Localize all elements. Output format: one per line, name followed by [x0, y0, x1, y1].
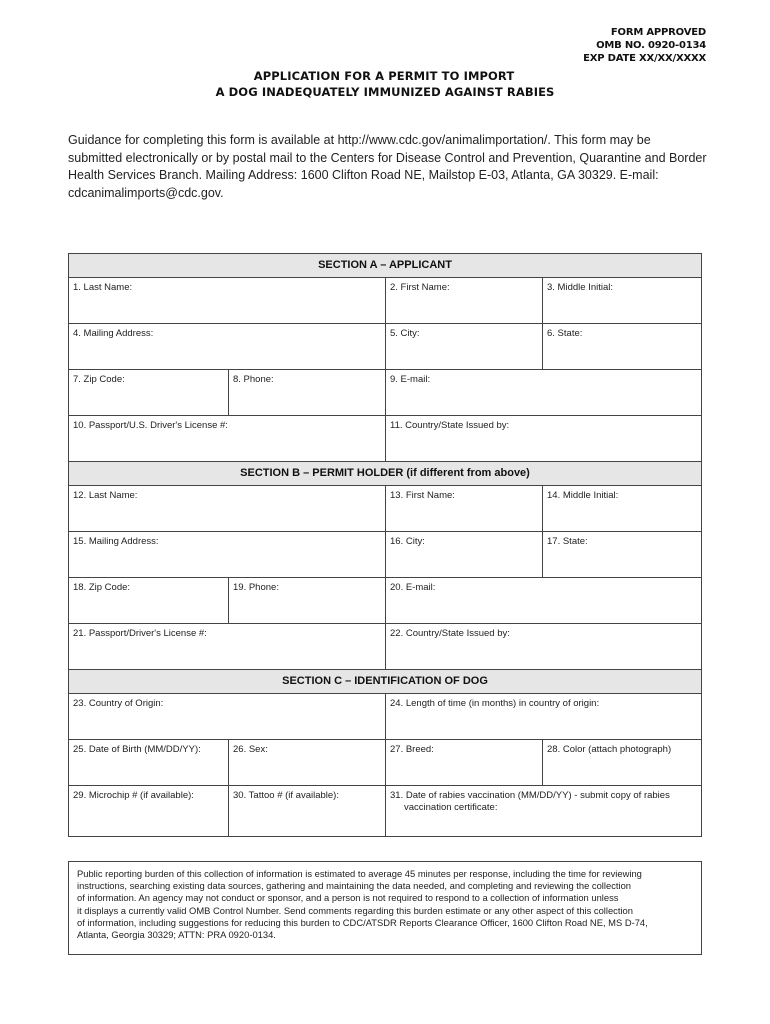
holder-license-field[interactable]: 21. Passport/Driver's License #: [69, 624, 386, 669]
holder-state-field[interactable]: 17. State: [547, 536, 588, 547]
form-row [69, 694, 701, 740]
applicant-first-name-field[interactable]: 2. First Name: [386, 278, 543, 323]
form-row [69, 324, 701, 370]
dog-microchip-field[interactable]: 29. Microchip # (if available): [69, 786, 229, 836]
applicant-last-name-field[interactable]: 1. Last Name: [69, 278, 386, 323]
guidance-paragraph: Guidance for completing this form is available at http://www.cdc.gov/animalimportation/. This form may be submitted electronically or by postal mail to the Centers for Disease Control and Prevention, Quarantine and Border Health Services Branch. Mailing Address: 1600 Clifton Road NE, Mailstop E-03, Atlanta, GA 30329. E-mail: cdcanimalimports@cdc.gov. [68, 133, 707, 200]
form-row [69, 624, 701, 670]
form-row [69, 532, 701, 578]
public-burden-statement [68, 861, 702, 955]
holder-last-name-field[interactable]: 12. Last Name: [69, 486, 386, 531]
holder-city-field[interactable]: 16. City: [386, 532, 543, 577]
dog-time-in-country-field[interactable]: 24. Length of time (in months) in country of origin: [390, 698, 600, 709]
form-row [69, 486, 701, 532]
burden-line: Atlanta, Georgia 30329; ATTN: PRA 0920-0134. [77, 929, 276, 941]
burden-line: of information, including suggestions for reducing this burden to CDC/ATSDR Reports Clearance Officer, 1600 Clifton Road NE, MS D-74, [77, 916, 648, 928]
dog-sex-field[interactable]: 26. Sex: [229, 740, 386, 785]
form-row [69, 370, 701, 416]
holder-middle-initial-field[interactable]: 14. Middle Initial: [547, 490, 619, 501]
rabies-vaccination-label-line-1: 31. Date of rabies vaccination (MM/DD/YY) - submit copy of rabies [390, 790, 670, 801]
application-form [68, 253, 702, 837]
omb-approval-block [583, 26, 706, 65]
dog-country-of-origin-field[interactable]: 23. Country of Origin: [69, 694, 386, 739]
burden-line: it displays a currently valid OMB Control Number. Send comments regarding this burden estimate or any other aspect of this collection [77, 904, 633, 916]
applicant-phone-field[interactable]: 8. Phone: [229, 370, 386, 415]
form-approved-text: FORM APPROVED [610, 27, 706, 38]
dog-tattoo-field[interactable]: 30. Tattoo # (if available): [229, 786, 386, 836]
form-row [69, 578, 701, 624]
rabies-vaccination-date-field[interactable] [386, 786, 701, 836]
applicant-mailing-address-field[interactable]: 4. Mailing Address: [69, 324, 386, 369]
form-row [69, 278, 701, 324]
form-title-line-1: APPLICATION FOR A PERMIT TO IMPORT [253, 69, 515, 83]
burden-line: instructions, searching existing data sources, gathering and maintaining the data needed, and completing and reviewing the collection [77, 880, 631, 892]
omb-number-text: OMB NO. 0920-0134 [596, 40, 706, 51]
dog-date-of-birth-field[interactable]: 25. Date of Birth (MM/DD/YY): [69, 740, 229, 785]
section-c-heading: SECTION C – IDENTIFICATION OF DOG [69, 670, 701, 694]
holder-email-field[interactable]: 20. E-mail: [390, 582, 436, 593]
holder-phone-field[interactable]: 19. Phone: [229, 578, 386, 623]
applicant-license-field[interactable]: 10. Passport/U.S. Driver's License #: [69, 416, 386, 461]
form-row [69, 740, 701, 786]
section-a-heading: SECTION A – APPLICANT [69, 254, 701, 278]
form-row [69, 416, 701, 462]
holder-zip-code-field[interactable]: 18. Zip Code: [69, 578, 229, 623]
burden-line: Public reporting burden of this collection of information is estimated to average 45 minutes per response, including the time for reviewing [77, 868, 642, 879]
form-title [0, 68, 770, 100]
expiration-date-text: EXP DATE XX/XX/XXXX [583, 53, 706, 64]
applicant-city-field[interactable]: 5. City: [386, 324, 543, 369]
burden-line: of information. An agency may not conduct or sponsor, and a person is not required to respond to a collection of information unless [77, 892, 619, 904]
applicant-email-field[interactable]: 9. E-mail: [390, 374, 431, 385]
holder-mailing-address-field[interactable]: 15. Mailing Address: [69, 532, 386, 577]
section-b-heading: SECTION B – PERMIT HOLDER (if different from above) [69, 462, 701, 486]
applicant-middle-initial-field[interactable]: 3. Middle Initial: [547, 282, 614, 293]
applicant-state-field[interactable]: 6. State: [547, 328, 583, 339]
dog-breed-field[interactable]: 27. Breed: [386, 740, 543, 785]
dog-color-field[interactable]: 28. Color (attach photograph) [547, 744, 672, 755]
rabies-vaccination-label-line-2: vaccination certificate: [404, 802, 498, 813]
applicant-zip-code-field[interactable]: 7. Zip Code: [69, 370, 229, 415]
form-title-line-2: A DOG INADEQUATELY IMMUNIZED AGAINST RABIES [215, 85, 555, 99]
applicant-country-issued-field[interactable]: 11. Country/State Issued by: [390, 420, 510, 431]
holder-country-issued-field[interactable]: 22. Country/State Issued by: [390, 628, 510, 639]
holder-first-name-field[interactable]: 13. First Name: [386, 486, 543, 531]
form-row [69, 786, 701, 836]
